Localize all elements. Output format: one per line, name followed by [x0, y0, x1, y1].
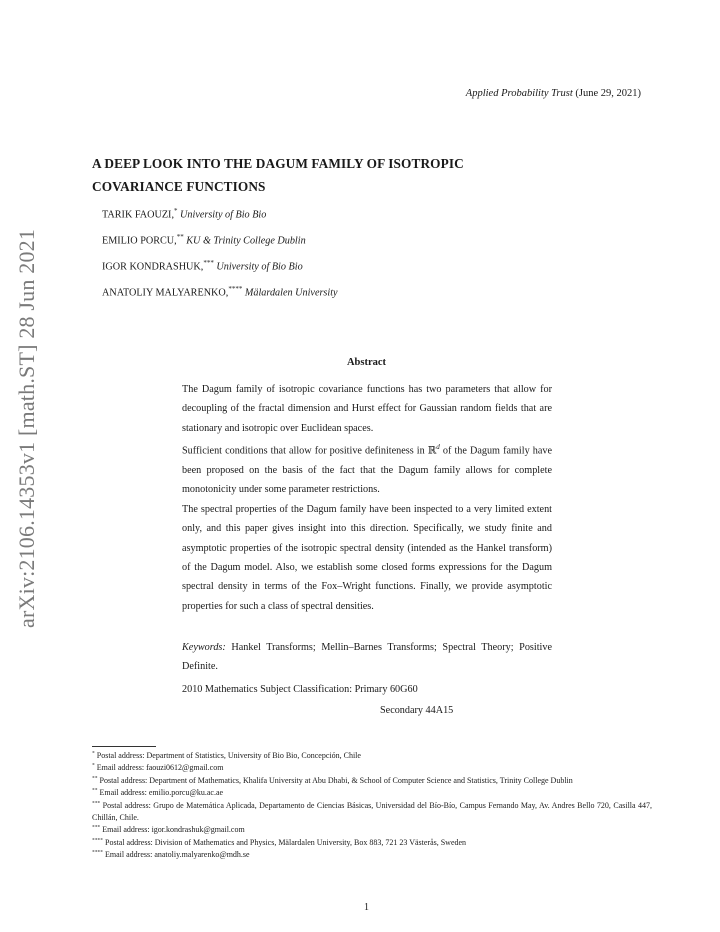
author-name: IGOR KONDRASHUK, [102, 261, 204, 273]
footnote-mark: ** [92, 775, 98, 782]
msc-primary: 2010 Mathematics Subject Classification: Primary 60G60 [182, 684, 418, 695]
author-3 [102, 259, 303, 272]
footnote-text: Postal address: Department of Mathematics, Khalifa University at Abu Dhabi, & School of Computer Science and Statistics, Trinity College Dublin [97, 775, 573, 785]
page-number: 1 [364, 902, 369, 913]
title-line-2: COVARIANCE FUNCTIONS [92, 179, 266, 194]
journal-header [466, 88, 641, 99]
footnote-mark: ** [92, 787, 98, 794]
author-name: EMILIO PORCU, [102, 235, 177, 247]
footnote-text: Email address: emilio.porcu@ku.ac.ae [97, 788, 224, 798]
abstract-paragraph-1: The Dagum family of isotropic covariance functions has two parameters that allow for decoupling of the fractal dimension and Hurst effect for Gaussian random fields that are stationary and isotropic over Euclidean spaces. [182, 384, 552, 434]
author-1 [102, 207, 266, 220]
footnote [92, 787, 652, 799]
footnote [92, 849, 652, 861]
author-affiliation: University of Bio Bio [180, 209, 267, 221]
footnote [92, 775, 652, 787]
footnote-text: Postal address: Division of Mathematics and Physics, Mälardalen University, Box 883, 721 23 Västerås, Sweden [103, 837, 467, 847]
author-name: TARIK FAOUZI, [102, 209, 174, 221]
abstract-heading: Abstract [346, 357, 387, 368]
paper-title [92, 152, 612, 198]
footnotes [92, 750, 652, 862]
keywords-label: Keywords: [182, 642, 226, 653]
header-date: (June 29, 2021) [572, 88, 641, 99]
footnote-mark: * [92, 750, 95, 757]
footnote-mark: *** [92, 824, 101, 831]
author-mark: ** [176, 233, 184, 241]
journal-name: Applied Probability Trust [465, 88, 573, 99]
footnote-text: Email address: anatoliy.malyarenko@mdh.se [103, 850, 250, 860]
keywords [182, 638, 552, 677]
footnote-text: Email address: igor.kondrashuk@gmail.com [100, 825, 245, 835]
author-mark: * [174, 207, 178, 215]
keywords-list: Hankel Transforms; Mellin–Barnes Transforms; Spectral Theory; Positive Definite. [182, 642, 552, 673]
title-line-1: A DEEP LOOK INTO THE DAGUM FAMILY OF ISOTROPIC [92, 156, 464, 171]
footnote-mark: **** [92, 849, 103, 856]
abstract-paragraph-3: The spectral properties of the Dagum family have been inspected to a very limited extent only, and this paper gives insight into this direction. Specifically, we study finite and asymptotic properties of the isotropic spectral density (intended as the Hankel transform) of the Dagum model. Also, we establish some closed forms expressions for the Dagum spectral density in terms of the Fox–Wright functions. Finally, we provide asymptotic properties for such a class of spectral densities. [182, 503, 552, 612]
dimension-superscript: d [436, 443, 440, 452]
footnote-text: Email address: faouzi0612@gmail.com [94, 763, 224, 773]
footnote-mark: **** [92, 837, 103, 844]
author-4 [102, 285, 338, 298]
footnote-mark: *** [92, 799, 101, 806]
abstract-p2-end: of the Dagum family have been proposed on the basis of the fact that the Dagum family allows for complete monotonicity under some parameter restrictions. [182, 445, 552, 496]
footnote [92, 800, 652, 825]
author-affiliation: University of Bio Bio [216, 261, 303, 273]
abstract-paragraph-2 [182, 438, 552, 500]
msc-secondary: Secondary 44A15 [380, 705, 454, 716]
author-2 [102, 233, 306, 246]
footnote [92, 762, 652, 774]
author-name: ANATOLIY MALYARENKO, [102, 287, 229, 299]
footnote [92, 750, 652, 762]
author-affiliation: KU & Trinity College Dublin [186, 235, 306, 247]
footnote [92, 837, 652, 849]
abstract-p2-start: Sufficient conditions that allow for positive definiteness in [182, 445, 428, 457]
footnote-text: Postal address: Department of Statistics, University of Bio Bio, Concepción, Chile [94, 751, 361, 760]
footnote-mark: * [92, 762, 95, 769]
abstract-body [182, 380, 552, 616]
arxiv-identifier: arXiv:2106.14353v1 [math.ST] 28 Jun 2021 [14, 228, 39, 628]
footnote-text: Postal address: Grupo de Matemática Aplicada, Departamento de Ciencias Básicas, Universidad del Bío-Bío, Campus Fernando May, Av. Andres Bello 720, Casilla 447, Chillán, Chile. [92, 800, 652, 823]
footnote [92, 824, 652, 836]
real-numbers-symbol: ℝ [427, 445, 437, 457]
footnote-rule [92, 746, 156, 747]
author-affiliation: Mälardalen University [244, 287, 338, 299]
author-mark: **** [228, 285, 243, 293]
author-mark: *** [203, 259, 214, 267]
